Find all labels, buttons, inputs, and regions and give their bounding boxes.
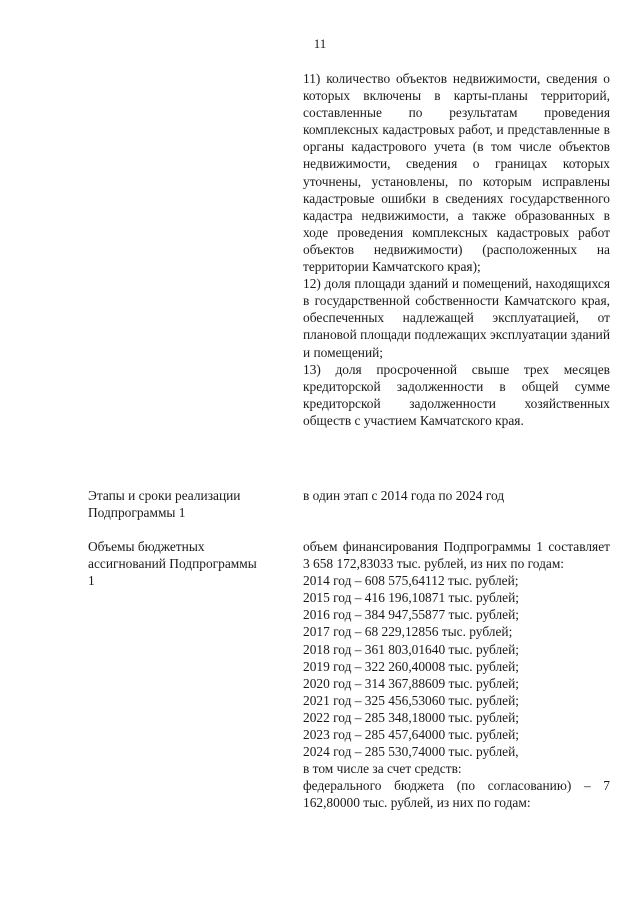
stages-value: в один этап с 2014 года по 2024 год <box>303 488 505 503</box>
funding-year: 2020 год – 314 367,88609 тыс. рублей; <box>303 675 520 691</box>
page-number: 11 <box>313 36 327 51</box>
indicator-item-11: 11) количество объектов недвижимости, сведения о которых включены в карты-планы территорий, составленные по результатам проведения комплексных кадастровых работ, и представленные в органы кадастрового учета (в том числе объектов недвижимости, сведения о границах которых уточнены, установлены, по которым исправлены кадастровые ошибки в сведениях государственного кадастра недвижимости, а также образованных в ходе проведения комплексных кадастровых работ объектов недвижимости) (расположенных на территории Камчатского края); <box>303 71 610 275</box>
funding-year: 2014 год – 608 575,64112 тыс. рублей; <box>303 573 519 589</box>
funding-label: Объемы бюджетных ассигнований Подпрограммы 1 <box>88 539 257 589</box>
funding-federal: федерального бюджета (по согласованию) – 7 162,80000 тыс. рублей, из них по годам: <box>303 778 610 811</box>
funding-year: 2017 год – 68 229,12856 тыс. рублей; <box>303 624 513 640</box>
funding-year: 2018 год – 361 803,01640 тыс. рублей; <box>303 641 520 657</box>
funding-year: 2015 год – 416 196,10871 тыс. рублей; <box>303 590 520 606</box>
funding-year: 2024 год – 285 530,74000 тыс. рублей, <box>303 744 519 760</box>
funding-sources-intro: в том числе за счет средств: <box>303 761 462 777</box>
funding-intro: объем финансирования Подпрограммы 1 составляет 3 658 172,83033 тыс. рублей, из них по годам: <box>303 539 610 572</box>
indicator-item-13: 13) доля просроченной свыше трех месяцев кредиторской задолженности в общей сумме кредиторской задолженности хозяйственных обществ с участием Камчатского края. <box>303 361 610 428</box>
funding-year: 2016 год – 384 947,55877 тыс. рублей; <box>303 607 520 623</box>
indicators-list <box>303 70 610 429</box>
indicator-item-12: 12) доля площади зданий и помещений, находящихся в государственной собственности Камчатского края, обеспеченных надлежащей эксплуатацией, от плановой площади подлежащих эксплуатации зданий и помещений; <box>303 276 610 360</box>
funding-year: 2022 год – 285 348,18000 тыс. рублей; <box>303 709 520 725</box>
funding-year: 2021 год – 325 456,53060 тыс. рублей; <box>303 692 520 708</box>
funding-year: 2023 год – 285 457,64000 тыс. рублей; <box>303 727 520 743</box>
funding-block <box>303 538 610 812</box>
funding-year: 2019 год – 322 260,40008 тыс. рублей; <box>303 658 520 674</box>
stages-label: Этапы и сроки реализации Подпрограммы 1 <box>88 488 241 521</box>
